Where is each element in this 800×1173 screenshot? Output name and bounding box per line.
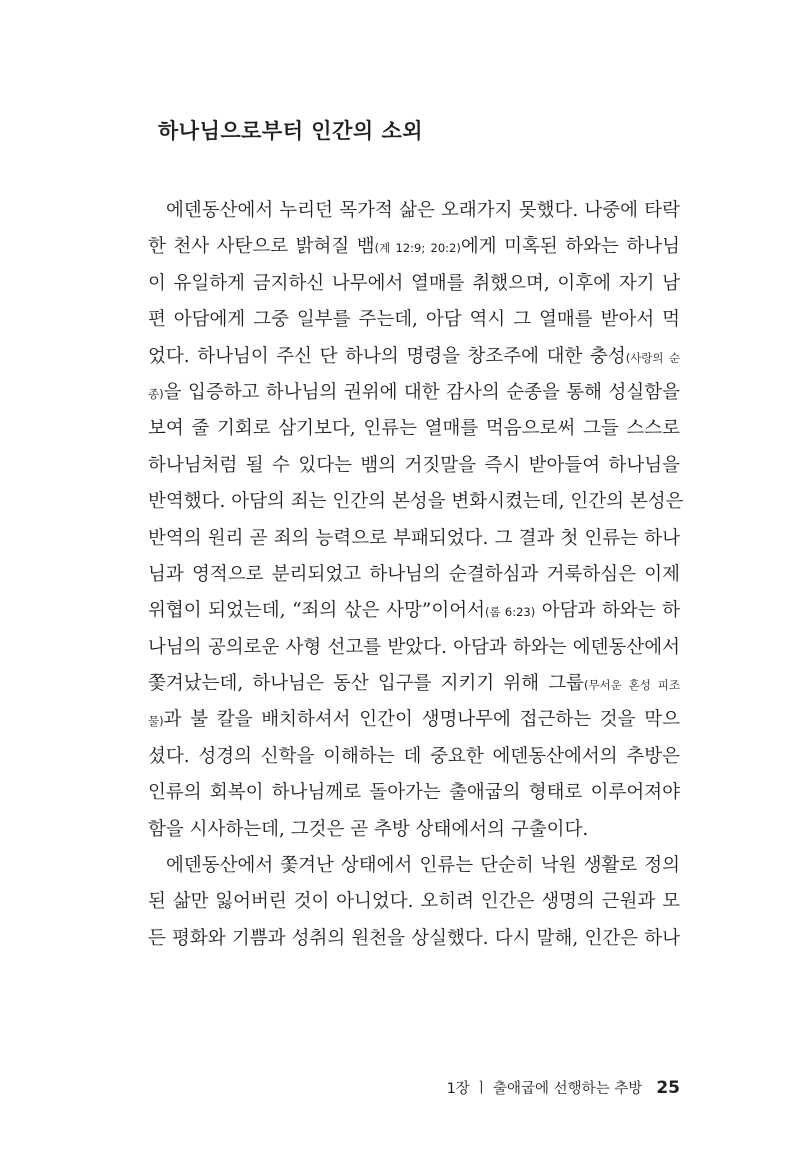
running-head: 1장 ㅣ 출애굽에 선행하는 추방 (446, 1081, 643, 1097)
body-text (148, 196, 684, 960)
text-segment: 셨다. 성경의 신학을 이해하는 데 중요한 에덴동산에서의 추방은 (148, 745, 680, 767)
text-line (148, 196, 680, 232)
text-line (148, 232, 680, 268)
text-line (148, 705, 680, 741)
text-segment: 된 삶만 잃어버린 것이 아니었다. 오히려 인간은 생명의 근원과 모 (148, 891, 680, 913)
page-footer (447, 1077, 680, 1098)
text-segment: 과 불 칼을 배치하셔서 인간이 생명나무에 접근하는 것을 막으 (163, 709, 680, 731)
text-line (148, 560, 680, 596)
text-line (148, 669, 680, 705)
text-segment: 었다. 하나님이 주신 단 하나의 명령을 창조주에 대한 충성 (148, 345, 626, 367)
scripture-reference: 종) (148, 386, 164, 401)
text-segment: 인류의 회복이 하나님께로 돌아가는 출애굽의 형태로 이루어져야 (148, 782, 680, 804)
scripture-reference: 물) (148, 714, 164, 729)
section-heading: 하나님으로부터 인간의 소외 (158, 119, 424, 143)
text-segment: 든 평화와 기쁨과 성취의 원천을 상실했다. 다시 말해, 인간은 하나 (148, 927, 680, 949)
text-segment: 함을 시사하는데, 그것은 곧 추방 상태에서의 구출이다. (148, 818, 589, 840)
text-line (148, 414, 680, 450)
text-segment: 에덴동산에서 누리던 목가적 삶은 오래가지 못했다. 나중에 타락 (166, 200, 680, 221)
text-segment: 한 천사 사탄으로 밝혀질 뱀 (148, 236, 375, 258)
text-line (148, 342, 680, 378)
text-line (148, 778, 680, 814)
text-segment: 반역의 원리 곧 죄의 능력으로 부패되었다. 그 결과 첫 인류는 하나 (148, 527, 680, 549)
text-segment: 을 입증하고 하나님의 권위에 대한 감사의 순종을 통해 성실함을 (163, 381, 680, 403)
text-line (148, 524, 680, 560)
text-segment: 아담과 하와는 하 (535, 600, 680, 622)
scripture-reference: (롬 6:23) (484, 605, 536, 620)
text-line (148, 887, 680, 923)
text-line (148, 378, 680, 414)
text-segment: 에게 미혹된 하와는 하나님 (460, 236, 680, 258)
text-segment: 이 유일하게 금지하신 나무에서 열매를 취했으며, 이후에 자기 남 (148, 272, 680, 294)
text-segment: 반역했다. 아담의 죄는 인간의 본성을 변화시켰는데, 인간의 본성은 (148, 491, 684, 513)
page-number: 25 (656, 1078, 680, 1098)
text-segment: 편 아담에게 그중 일부를 주는데, 아담 역시 그 열매를 받아서 먹 (148, 309, 680, 331)
scripture-reference: (계 12:9; 20:2) (374, 241, 461, 256)
text-line (148, 596, 680, 632)
scripture-reference: (무서운 혼성 피조 (583, 678, 680, 693)
text-line (148, 269, 680, 305)
text-line (148, 451, 680, 487)
text-segment: 쫓겨났는데, 하나님은 동산 입구를 지키기 위해 그룹 (148, 673, 584, 695)
text-line (148, 633, 680, 669)
text-segment: 보여 줄 기회로 삼기보다, 인류는 열매를 먹음으로써 그들 스스로 (148, 418, 680, 440)
text-segment: 위협이 되었는데, “죄의 삯은 사망”이어서 (148, 600, 485, 622)
scripture-reference: (사랑의 순 (625, 350, 680, 365)
text-line (148, 305, 680, 341)
text-line (148, 924, 680, 960)
text-segment: 님과 영적으로 분리되었고 하나님의 순결하심과 거룩하심은 이제 (148, 563, 680, 585)
text-segment: 나님의 공의로운 사형 선고를 받았다. 아담과 하와는 에덴동산에서 (148, 636, 680, 658)
text-line (148, 815, 680, 851)
text-line (148, 487, 684, 523)
text-segment: 하나님처럼 될 수 있다는 뱀의 거짓말을 즉시 받아들여 하나님을 (148, 454, 680, 476)
text-segment: 에덴동산에서 쫓겨난 상태에서 인류는 단순히 낙원 생활로 정의 (166, 855, 680, 877)
text-line (148, 851, 680, 887)
text-line (148, 742, 680, 778)
